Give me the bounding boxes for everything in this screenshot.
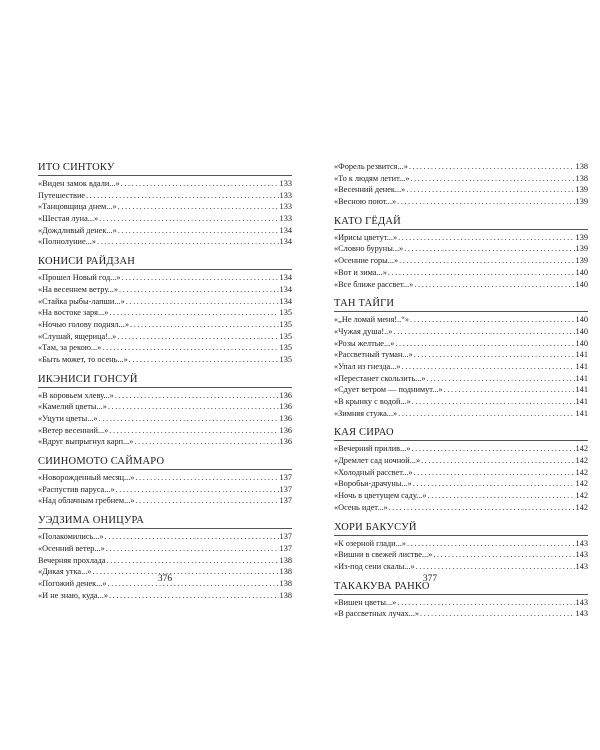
dot-leader (86, 190, 278, 202)
author-section (38, 161, 292, 248)
entry-page-number: 141 (575, 397, 588, 406)
author-heading: КАЯ СИРАО (334, 426, 588, 441)
author-heading: КАТО ГЁДАЙ (334, 215, 588, 230)
toc-entry (38, 555, 292, 567)
dot-leader (130, 319, 279, 331)
toc-entry (38, 201, 292, 213)
entry-page-number: 135 (279, 331, 292, 341)
toc-entry (334, 349, 588, 361)
toc-entry (334, 326, 588, 338)
toc-entry (334, 549, 588, 561)
author-heading: ИТО СИНТОКУ (38, 161, 292, 176)
entry-page-number: 139 (575, 185, 588, 195)
dot-leader (416, 561, 575, 573)
entry-title: «Полакомились...» (38, 532, 104, 542)
dot-leader (109, 590, 279, 602)
entry-title: «Осень идет...» (334, 502, 388, 512)
entry-title: «Упал из гнезда...» (334, 361, 401, 371)
toc-entry (38, 225, 292, 237)
entry-title: «К озерной глади...» (334, 538, 406, 548)
toc-entry (334, 396, 588, 408)
entry-page-number: 134 (279, 284, 292, 294)
entry-page-number: 134 (279, 237, 292, 247)
entry-title: «Дремлет сад ночной...» (334, 456, 421, 466)
dot-leader (107, 555, 279, 567)
entry-title: «Дождливый денек...» (38, 225, 117, 235)
toc-entry (334, 490, 588, 502)
entry-title: «Прошел Новый год...» (38, 273, 121, 283)
toc-entry (334, 279, 588, 291)
entry-title: «Новорожденный месяц...» (38, 473, 135, 483)
entry-page-number: 138 (279, 567, 292, 577)
dot-leader (397, 196, 574, 208)
right-page-contents (334, 161, 588, 620)
entry-page-number: 141 (575, 350, 588, 360)
entry-title: «Осенние горы...» (334, 256, 399, 266)
entry-title: «Воробьи-драчуны...» (334, 479, 412, 489)
entry-page-number: 137 (279, 532, 292, 542)
dot-leader (444, 384, 575, 396)
toc-entry (38, 543, 292, 555)
dot-leader (119, 284, 279, 296)
toc-entry (334, 408, 588, 420)
entry-title: «Все ближе рассвет...» (334, 279, 414, 289)
entry-title: «Там, за рекою...» (38, 343, 102, 353)
dot-leader (428, 490, 575, 502)
entry-page-number: 135 (279, 308, 292, 318)
dot-leader (102, 342, 278, 354)
entry-page-number: 141 (575, 385, 588, 395)
entry-title: «Ветер весенний...» (38, 425, 109, 435)
entry-title: «На востоке заря...» (38, 308, 109, 318)
dot-leader (420, 608, 575, 620)
entry-page-number: 137 (279, 484, 292, 494)
toc-entry (334, 538, 588, 550)
entry-title: «Виден замок вдали...» (38, 179, 120, 188)
toc-entry (334, 384, 588, 396)
entry-title: «Из-под сени скалы...» (334, 561, 415, 571)
entry-title: «Весною поют...» (334, 197, 397, 207)
toc-entry (38, 590, 292, 602)
dot-leader (397, 597, 574, 609)
toc-entry (334, 502, 588, 514)
entry-page-number: 139 (575, 256, 588, 266)
entry-page-number: 136 (279, 437, 292, 447)
toc-entry (334, 161, 588, 173)
dot-leader (97, 236, 279, 248)
entry-title: «Холодный рассвет...» (334, 467, 413, 477)
entry-title: «На весеннем ветру...» (38, 284, 119, 294)
author-heading: ТАКАКУВА РАНКО (334, 580, 588, 595)
entry-title: «Чужая душа!..» (334, 326, 393, 336)
entry-page-number: 143 (575, 597, 588, 607)
author-section (38, 373, 292, 448)
entry-title: «Ночью голову поднял...» (38, 319, 130, 329)
entry-title: «Вот и зима...» (334, 267, 387, 277)
entry-page-number: 141 (575, 408, 588, 418)
dot-leader (427, 373, 575, 385)
left-page-number: 376 (157, 574, 173, 584)
dot-leader (398, 408, 574, 420)
toc-entry (334, 173, 588, 185)
dot-leader (414, 349, 575, 361)
toc-entry (38, 436, 292, 448)
dot-leader (412, 396, 575, 408)
entry-title: «Ирисы цветут...» (334, 232, 398, 242)
author-section (38, 514, 292, 601)
dot-leader (118, 225, 279, 237)
dot-leader (388, 267, 575, 279)
entry-page-number: 140 (575, 267, 588, 277)
entry-title: «Вишни в свежей листве...» (334, 550, 433, 560)
toc-entry (38, 472, 292, 484)
toc-entry (38, 390, 292, 402)
entry-page-number: 135 (279, 319, 292, 329)
entry-page-number: 143 (575, 561, 588, 571)
dot-leader (414, 279, 574, 291)
dot-leader (135, 495, 278, 507)
entry-page-number: 140 (575, 326, 588, 336)
dot-leader (129, 354, 279, 366)
entry-title: «Распустив паруса...» (38, 484, 115, 494)
entry-page-number: 143 (575, 550, 588, 560)
entry-title: «Весенний денек...» (334, 185, 406, 195)
dot-leader (99, 213, 278, 225)
dot-leader (406, 184, 574, 196)
toc-entry (38, 413, 292, 425)
entry-page-number: 138 (575, 162, 588, 171)
entry-page-number: 133 (279, 190, 292, 200)
left-page-contents (38, 161, 292, 601)
toc-entry (334, 608, 588, 620)
dot-leader (108, 578, 279, 590)
entry-title: «Быть может, то осень...» (38, 354, 128, 364)
dot-leader (402, 361, 575, 373)
entry-page-number: 137 (279, 473, 292, 483)
entry-page-number: 138 (279, 590, 292, 600)
dot-leader (409, 161, 575, 173)
toc-entry (38, 495, 292, 507)
toc-entry (334, 232, 588, 244)
entry-title: «Зимняя стужа...» (334, 408, 398, 418)
entry-title: «Вишен цветы...» (334, 597, 397, 607)
entry-title: «Уцути цветы...» (38, 414, 98, 423)
dot-leader (134, 436, 278, 448)
dot-leader (414, 467, 575, 479)
entry-page-number: 138 (575, 173, 588, 183)
dot-leader (135, 472, 278, 484)
dot-leader (407, 538, 575, 550)
dot-leader (106, 543, 279, 555)
author-section (334, 215, 588, 290)
dot-leader (410, 173, 574, 185)
toc-entry (334, 467, 588, 479)
right-page-number: 377 (422, 574, 438, 584)
toc-entry (334, 196, 588, 208)
dot-leader (105, 531, 279, 543)
toc-entry (334, 597, 588, 609)
toc-entry (38, 284, 292, 296)
dot-leader (411, 443, 574, 455)
entry-page-number: 134 (279, 296, 292, 306)
toc-entry (38, 531, 292, 543)
toc-entry (334, 338, 588, 350)
author-section (334, 297, 588, 419)
entry-page-number: 137 (279, 543, 292, 553)
toc-entry (38, 354, 292, 366)
entry-title: «„Не ломай меня!..“» (334, 315, 410, 325)
entry-title: «Осенний ветер...» (38, 543, 105, 553)
dot-leader (121, 178, 279, 190)
entry-page-number: 142 (575, 491, 588, 501)
entry-title: «Сдует ветром — поднимут...» (334, 385, 443, 395)
entry-title: «Полнолуние...» (38, 237, 97, 247)
entry-page-number: 136 (279, 402, 292, 412)
toc-entry (38, 331, 292, 343)
toc-entry (38, 342, 292, 354)
dot-leader (118, 201, 279, 213)
dot-leader (117, 331, 278, 343)
entry-page-number: 137 (279, 496, 292, 506)
entry-title: «Форель резвится...» (334, 162, 408, 171)
toc-entry (334, 361, 588, 373)
entry-page-number: 141 (575, 373, 588, 383)
dot-leader (108, 401, 279, 413)
toc-entry (334, 255, 588, 267)
entry-title: «Шестая луна...» (38, 214, 99, 224)
entry-title: «Розы желтые...» (334, 338, 395, 348)
toc-entry (334, 561, 588, 573)
entry-title: «Слушай, ящерица!..» (38, 331, 117, 341)
entry-title: «Над облачным гребнем...» (38, 496, 135, 506)
toc-entry (334, 373, 588, 385)
toc-entry (334, 314, 588, 326)
entry-title: «Камелий цветы...» (38, 402, 107, 412)
entry-title: Путешествие (38, 190, 86, 200)
dot-leader (421, 455, 574, 467)
entry-title: «То к людям летит...» (334, 173, 410, 183)
dot-leader (404, 243, 574, 255)
entry-page-number: 133 (279, 214, 292, 224)
dot-leader (410, 314, 575, 326)
entry-title: Вечерняя прохлада (38, 555, 106, 565)
dot-leader (126, 296, 279, 308)
author-section (38, 255, 292, 366)
entry-page-number: 135 (279, 354, 292, 364)
entry-title: «Танцовщица днем...» (38, 202, 117, 212)
entry-page-number: 133 (279, 202, 292, 212)
toc-entry (334, 455, 588, 467)
entry-title: «В рассветных лучах...» (334, 609, 420, 619)
author-heading: ХОРИ БАКУСУЙ (334, 521, 588, 536)
dot-leader (92, 566, 278, 578)
entry-page-number: 140 (575, 338, 588, 348)
entry-page-number: 143 (575, 609, 588, 619)
entry-title: «Погожий денек...» (38, 578, 107, 588)
toc-entry (38, 190, 292, 202)
entry-page-number: 139 (575, 244, 588, 254)
toc-entry (334, 184, 588, 196)
toc-entry (38, 236, 292, 248)
entry-page-number: 136 (279, 414, 292, 423)
dot-leader (122, 272, 279, 284)
entry-title: «Рассветный туман...» (334, 350, 413, 360)
dot-leader (399, 255, 574, 267)
entry-page-number: 142 (575, 479, 588, 489)
entry-title: «Вечерний прилив...» (334, 444, 411, 454)
author-heading: УЭДЗИМА ОНИЦУРА (38, 514, 292, 529)
toc-entry (38, 272, 292, 284)
entry-title: «Стайка рыбы-лапши...» (38, 296, 125, 306)
dot-leader (116, 484, 279, 496)
dot-leader (413, 478, 575, 490)
toc-entry (38, 178, 292, 190)
entry-page-number: 142 (575, 444, 588, 454)
entry-title: «Дикая утка...» (38, 567, 92, 577)
entry-page-number: 134 (279, 225, 292, 235)
toc-entry (334, 443, 588, 455)
entry-page-number: 140 (575, 315, 588, 325)
entry-page-number: 136 (279, 425, 292, 435)
author-section (334, 161, 588, 208)
entry-page-number: 135 (279, 343, 292, 353)
entry-page-number: 143 (575, 538, 588, 548)
toc-entry (38, 213, 292, 225)
entry-page-number: 138 (279, 578, 292, 588)
author-section (38, 455, 292, 507)
entry-title: «И не знаю, куда...» (38, 590, 108, 600)
entry-page-number: 134 (279, 273, 292, 283)
entry-page-number: 136 (279, 390, 292, 400)
entry-page-number: 142 (575, 456, 588, 466)
dot-leader (99, 413, 279, 425)
author-heading: КОНИСИ РАЙДЗАН (38, 255, 292, 270)
dot-leader (393, 326, 574, 338)
entry-page-number: 139 (575, 197, 588, 207)
dot-leader (398, 232, 574, 244)
toc-entry (38, 296, 292, 308)
dot-leader (109, 307, 278, 319)
author-heading: ИКЭНИСИ ГОНСУЙ (38, 373, 292, 388)
dot-leader (395, 338, 574, 350)
entry-page-number: 142 (575, 502, 588, 512)
dot-leader (433, 549, 574, 561)
toc-entry (38, 425, 292, 437)
entry-title: «Вдруг выпрыгнул карп...» (38, 437, 134, 447)
toc-entry (334, 478, 588, 490)
author-heading: ТАН ТАЙГИ (334, 297, 588, 312)
toc-entry (38, 319, 292, 331)
entry-page-number: 141 (575, 361, 588, 371)
entry-page-number: 133 (279, 179, 292, 188)
entry-title: «Ночь в цветущем саду...» (334, 491, 427, 501)
dot-leader (109, 425, 278, 437)
dot-leader (115, 390, 279, 402)
entry-title: «Словно буруны...» (334, 244, 404, 254)
entry-page-number: 139 (575, 232, 588, 242)
toc-entry (38, 401, 292, 413)
author-section (334, 426, 588, 513)
author-section (334, 521, 588, 573)
author-heading: СИИНОМОТО САЙМАРО (38, 455, 292, 470)
dot-leader (389, 502, 575, 514)
toc-entry (334, 243, 588, 255)
entry-title: «В крынку с водой...» (334, 397, 411, 406)
entry-page-number: 138 (279, 555, 292, 565)
entry-title: «Перестанет скользить...» (334, 373, 426, 383)
entry-page-number: 140 (575, 279, 588, 289)
entry-title: «В коровьем хлеву...» (38, 390, 114, 400)
entry-page-number: 142 (575, 467, 588, 477)
toc-entry (38, 484, 292, 496)
toc-entry (334, 267, 588, 279)
author-section (334, 580, 588, 620)
toc-entry (38, 307, 292, 319)
